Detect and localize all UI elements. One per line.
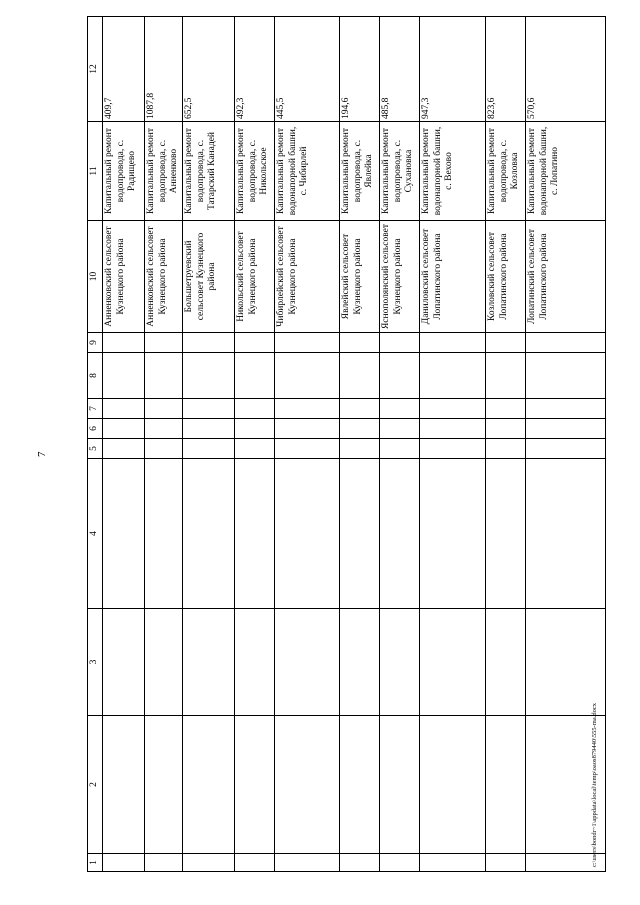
table-row	[380, 17, 420, 872]
empty-cell	[420, 609, 486, 716]
empty-cell	[235, 716, 275, 854]
empty-cell	[235, 399, 275, 419]
empty-cell	[183, 333, 235, 353]
empty-cell	[486, 353, 526, 399]
empty-cell	[235, 439, 275, 459]
settlement-cell: Анненковский сельсовет Кузнецкого района	[103, 221, 145, 333]
page-number: 7	[36, 451, 48, 457]
work-description-cell: Капитальный ремонт водонапорной башни, с. Лопатино	[526, 122, 606, 221]
empty-cell	[486, 609, 526, 716]
amount-cell: 1087,8	[145, 17, 183, 122]
empty-cell	[275, 399, 340, 419]
empty-cell	[380, 439, 420, 459]
empty-cell	[486, 333, 526, 353]
settlement-cell: Никольский сельсовет Кузнецкого района	[235, 221, 275, 333]
settlement-cell: Даниловский сельсовет Лопатинского района	[420, 221, 486, 333]
empty-cell	[145, 459, 183, 609]
amount-cell: 194,6	[340, 17, 380, 122]
empty-cell	[420, 419, 486, 439]
empty-cell	[183, 716, 235, 854]
amount-cell: 823,6	[486, 17, 526, 122]
empty-cell	[235, 609, 275, 716]
empty-cell	[145, 716, 183, 854]
empty-cell	[235, 459, 275, 609]
empty-cell	[486, 439, 526, 459]
empty-cell	[526, 419, 606, 439]
table-row	[145, 17, 183, 872]
settlement-cell: Большетруевский сельсовет Кузнецкого района	[183, 221, 235, 333]
column-number-10: 10	[88, 221, 103, 333]
empty-cell	[275, 716, 340, 854]
empty-cell	[380, 419, 420, 439]
empty-cell	[183, 439, 235, 459]
empty-cell	[380, 459, 420, 609]
empty-cell	[420, 439, 486, 459]
empty-cell	[103, 419, 145, 439]
empty-cell	[420, 399, 486, 419]
column-number-11: 11	[88, 122, 103, 221]
empty-cell	[526, 399, 606, 419]
empty-cell	[275, 419, 340, 439]
empty-cell	[380, 609, 420, 716]
amount-cell: 409,7	[103, 17, 145, 122]
empty-cell	[235, 854, 275, 872]
empty-cell	[380, 353, 420, 399]
empty-cell	[103, 353, 145, 399]
amount-cell: 445,5	[275, 17, 340, 122]
empty-cell	[275, 439, 340, 459]
settlement-cell: Козловский сельсовет Лопатинского района	[486, 221, 526, 333]
empty-cell	[183, 419, 235, 439]
empty-cell	[275, 353, 340, 399]
empty-cell	[380, 399, 420, 419]
empty-cell	[145, 609, 183, 716]
empty-cell	[145, 353, 183, 399]
work-description-cell: Капитальный ремонт водопровода, с. Сухановка	[380, 122, 420, 221]
empty-cell	[486, 399, 526, 419]
empty-cell	[340, 399, 380, 419]
settlement-cell: Чибирлейский сельсовет Кузнецкого района	[275, 221, 340, 333]
empty-cell	[183, 459, 235, 609]
amount-cell: 947,3	[420, 17, 486, 122]
table-row	[103, 17, 145, 872]
empty-cell	[486, 459, 526, 609]
column-number-2: 2	[88, 716, 103, 854]
empty-cell	[526, 333, 606, 353]
work-description-cell: Капитальный ремонт водопровода, с. Козловка	[486, 122, 526, 221]
work-description-cell: Капитальный ремонт водопровода, с. Анненково	[145, 122, 183, 221]
empty-cell	[420, 353, 486, 399]
empty-cell	[103, 854, 145, 872]
column-number-1: 1	[88, 854, 103, 872]
empty-cell	[380, 716, 420, 854]
empty-cell	[420, 333, 486, 353]
table-body	[88, 17, 606, 872]
column-number-6: 6	[88, 419, 103, 439]
amount-cell: 652,5	[183, 17, 235, 122]
empty-cell	[526, 353, 606, 399]
empty-cell	[145, 419, 183, 439]
column-number-5: 5	[88, 439, 103, 459]
column-number-8: 8	[88, 353, 103, 399]
settlement-cell: Анненковский сельсовет Кузнецкого района	[145, 221, 183, 333]
column-number-7: 7	[88, 399, 103, 419]
settlement-cell: Яснополянский сельсовет Кузнецкого района	[380, 221, 420, 333]
empty-cell	[183, 353, 235, 399]
empty-cell	[420, 854, 486, 872]
amount-cell: 570,6	[526, 17, 606, 122]
empty-cell	[103, 609, 145, 716]
empty-cell	[103, 333, 145, 353]
work-description-cell: Капитальный ремонт водопровода, с. Явлейка	[340, 122, 380, 221]
work-description-cell: Капитальный ремонт водопровода, с. Татарский Канадей	[183, 122, 235, 221]
header-row	[88, 17, 103, 872]
empty-cell	[340, 419, 380, 439]
settlement-cell: Лопатинский сельсовет Лопатинского района	[526, 221, 606, 333]
work-description-cell: Капитальный ремонт водопровода, с. Никольское	[235, 122, 275, 221]
empty-cell	[183, 854, 235, 872]
empty-cell	[340, 353, 380, 399]
table-row	[340, 17, 380, 872]
empty-cell	[526, 439, 606, 459]
empty-cell	[145, 333, 183, 353]
empty-cell	[145, 439, 183, 459]
empty-cell	[103, 459, 145, 609]
table-row	[183, 17, 235, 872]
empty-cell	[235, 353, 275, 399]
work-description-cell: Капитальный ремонт водонапорной башни, с. Вехово	[420, 122, 486, 221]
empty-cell	[235, 419, 275, 439]
empty-cell	[340, 333, 380, 353]
empty-cell	[486, 716, 526, 854]
table-row	[420, 17, 486, 872]
table-row	[235, 17, 275, 872]
empty-cell	[486, 419, 526, 439]
empty-cell	[275, 459, 340, 609]
empty-cell	[420, 716, 486, 854]
empty-cell	[340, 854, 380, 872]
empty-cell	[526, 609, 606, 716]
empty-cell	[275, 333, 340, 353]
empty-cell	[380, 854, 420, 872]
settlement-cell: Явлейский сельсовет Кузнецкого района	[340, 221, 380, 333]
footer-file-path: c:\users\bondr~1\appdata\local\temp\oaos879440\555-ma.docx	[591, 703, 598, 867]
empty-cell	[275, 609, 340, 716]
empty-cell	[103, 399, 145, 419]
empty-cell	[380, 333, 420, 353]
empty-cell	[340, 439, 380, 459]
empty-cell	[145, 854, 183, 872]
column-number-9: 9	[88, 333, 103, 353]
empty-cell	[420, 459, 486, 609]
column-number-12: 12	[88, 17, 103, 122]
amount-cell: 492,3	[235, 17, 275, 122]
empty-cell	[526, 459, 606, 609]
work-description-cell: Капитальный ремонт водонапорной башни, с. Чибирлей	[275, 122, 340, 221]
table-row	[486, 17, 526, 872]
empty-cell	[340, 609, 380, 716]
column-number-4: 4	[88, 459, 103, 609]
empty-cell	[340, 459, 380, 609]
empty-cell	[486, 854, 526, 872]
work-description-cell: Капитальный ремонт водопровода, с. Радищево	[103, 122, 145, 221]
empty-cell	[103, 439, 145, 459]
column-number-3: 3	[88, 609, 103, 716]
works-table	[87, 16, 606, 872]
empty-cell	[103, 716, 145, 854]
table-row	[275, 17, 340, 872]
empty-cell	[183, 399, 235, 419]
amount-cell: 485,8	[380, 17, 420, 122]
empty-cell	[235, 333, 275, 353]
empty-cell	[183, 609, 235, 716]
empty-cell	[340, 716, 380, 854]
empty-cell	[145, 399, 183, 419]
empty-cell	[275, 854, 340, 872]
